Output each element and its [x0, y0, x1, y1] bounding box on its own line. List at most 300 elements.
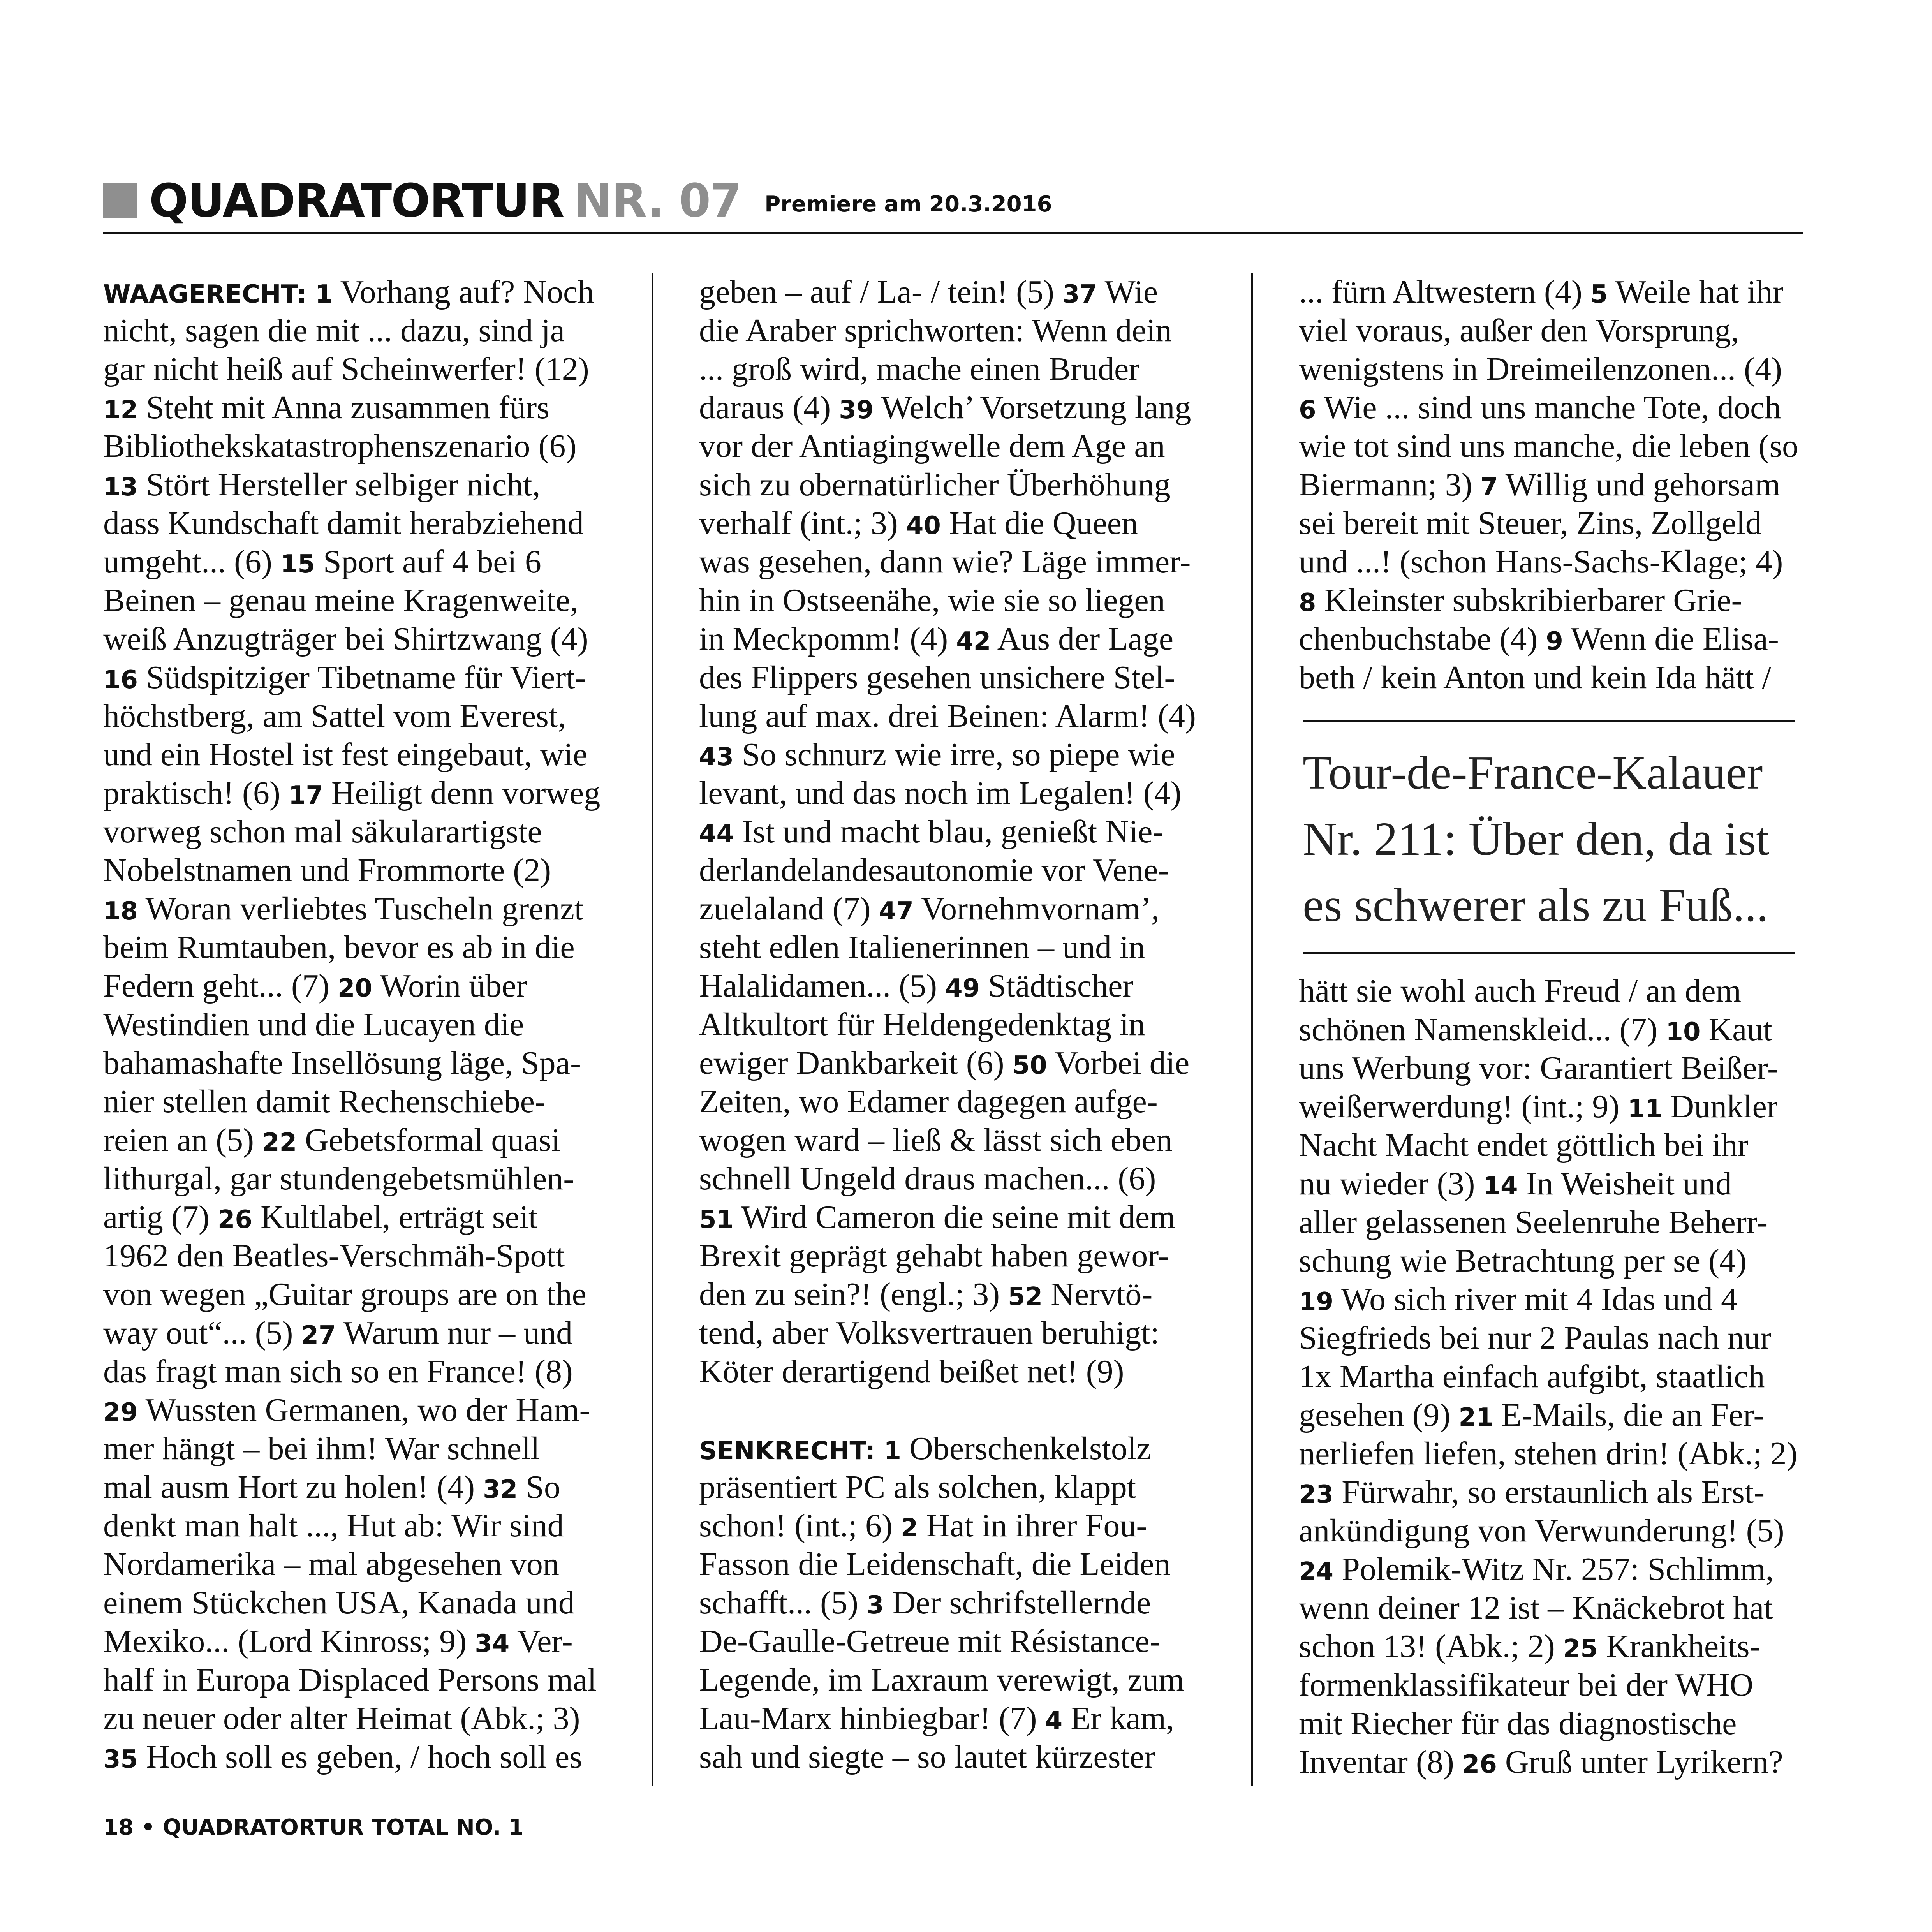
text-line [103, 1198, 606, 1236]
text-line [103, 1699, 606, 1738]
clue-number: 8 [1299, 588, 1316, 617]
clue-text: Gebetsformal quasi [297, 1122, 560, 1158]
clue-text: Nacht Macht endet göttlich bei ihr [1299, 1127, 1749, 1163]
text-line [1299, 1087, 1803, 1126]
text-line [699, 889, 1205, 928]
clue-number: 16 [103, 666, 138, 694]
clue-text: schafft... (5) [699, 1585, 866, 1621]
clue-number: 29 [103, 1398, 138, 1427]
clue-text: Westindien und die Lucayen die [103, 1006, 524, 1043]
clue-text: Worin über [372, 968, 527, 1004]
clue-number: 17 [288, 781, 323, 810]
text-line [103, 620, 606, 658]
text-line [103, 1275, 606, 1314]
clue-text: Dunkler [1662, 1088, 1778, 1125]
clue-text: und ...! (schon Hans-Sachs-Klage; 4) [1299, 544, 1783, 580]
text-line [699, 967, 1205, 1005]
clue-text: Köter derartigend beißet net! (9) [699, 1353, 1124, 1390]
clue-number: 26 [217, 1205, 252, 1234]
pull-quote-line: Nr. 211: Über den, da ist [1303, 813, 1770, 865]
clue-text: umgeht... (6) [103, 544, 280, 580]
text-line [103, 1468, 606, 1506]
clue-text: Nervtö- [1043, 1276, 1153, 1312]
clue-text: Biermann; 3) [1299, 467, 1481, 503]
text-line [103, 1044, 606, 1082]
clue-text: was gesehen, dann wie? Läge immer- [699, 544, 1191, 580]
clue-text: Hoch soll es geben, / hoch soll es [138, 1739, 582, 1775]
clue-text: Inventar (8) [1299, 1744, 1462, 1780]
clue-text: Legende, im Laxraum verewigt, zum [699, 1662, 1184, 1698]
clue-text: Wie [1097, 274, 1158, 310]
clue-text: lithurgal, gar stundengebetsmühlen- [103, 1161, 574, 1197]
text-line [699, 1622, 1205, 1661]
clue-text: sei bereit mit Steuer, Zins, Zollgeld [1299, 505, 1762, 541]
clue-number: 22 [262, 1128, 297, 1157]
clue-text: Ver- [509, 1623, 573, 1659]
clue-text: De-Gaulle-Getreue mit Résistance- [699, 1623, 1161, 1659]
clue-text: Gruß unter Lyrikern? [1497, 1744, 1783, 1780]
clue-text: zuelaland (7) [699, 891, 879, 927]
clue-text: Warum nur – und [336, 1315, 573, 1351]
text-line [1299, 350, 1803, 388]
clue-number: 21 [1458, 1403, 1493, 1432]
clue-number: 6 [1299, 396, 1316, 424]
clue-number: 39 [839, 396, 874, 424]
clue-text: Nordamerika – mal abgesehen von [103, 1546, 559, 1582]
text-line [1299, 1434, 1803, 1473]
text-line [699, 1275, 1205, 1314]
clue-text: Willig und gehorsam [1498, 467, 1781, 503]
clue-text: sich zu obernatürlicher Überhöhung [699, 467, 1171, 503]
text-line [699, 1661, 1205, 1699]
clue-number: 19 [1299, 1287, 1334, 1316]
clue-text: denkt man halt ..., Hut ab: Wir sind [103, 1508, 564, 1544]
text-line [103, 1738, 606, 1776]
clue-number: 43 [699, 743, 734, 771]
text-line [699, 350, 1205, 388]
text-line [699, 427, 1205, 465]
clue-text: Brexit geprägt gehabt haben gewor- [699, 1238, 1169, 1274]
clue-text: derlandelandesautonomie vor Vene- [699, 852, 1169, 888]
clue-text: Stört Hersteller selbiger nicht, [138, 467, 541, 503]
clue-text: Kultlabel, erträgt seit [252, 1199, 538, 1235]
text-line [699, 1738, 1205, 1776]
text-line [1299, 273, 1803, 311]
issue-number: NR. 07 [574, 174, 741, 227]
text-line [699, 465, 1205, 504]
clue-text: steht edlen Italienerinnen – und in [699, 929, 1145, 965]
clue-text: ... fürn Altwestern (4) [1299, 274, 1590, 310]
text-line [103, 967, 606, 1005]
clue-number: 52 [1008, 1282, 1043, 1311]
clue-text: ewiger Dankbarkeit (6) [699, 1045, 1013, 1081]
clue-text: Oberschenkelstolz [901, 1430, 1151, 1467]
pull-quote-line: Tour-de-France-Kalauer [1303, 747, 1763, 799]
clue-number: 10 [1666, 1018, 1701, 1046]
clue-number: 13 [103, 473, 138, 502]
text-line [1299, 620, 1803, 658]
clue-text: Lau-Marx hinbiegbar! (7) [699, 1700, 1045, 1737]
clue-text: wenn deiner 12 ist – Knäckebrot hat [1299, 1590, 1773, 1626]
text-line [103, 1236, 606, 1275]
text-line [103, 465, 606, 504]
text-line [103, 1159, 606, 1198]
clue-text: Hat in ihrer Fou- [918, 1508, 1147, 1544]
text-line [699, 1699, 1205, 1738]
pull-quote [1303, 740, 1809, 939]
clue-number: 51 [699, 1205, 734, 1234]
text-line [103, 774, 606, 812]
clue-text: Polemik-Witz Nr. 257: Schlimm, [1333, 1551, 1774, 1587]
text-line [103, 1506, 606, 1545]
clue-text: die Araber sprichworten: Wenn dein [699, 312, 1172, 349]
text-line [103, 388, 606, 427]
clue-text: Wussten Germanen, wo der Ham- [138, 1392, 590, 1428]
text-line [699, 658, 1205, 697]
clue-text: Altkultort für Heldengedenktag in [699, 1006, 1145, 1043]
text-line [103, 542, 606, 581]
text-line [699, 1506, 1205, 1545]
clue-text: Mexiko... (Lord Kinross; 9) [103, 1623, 475, 1659]
text-line [103, 1583, 606, 1622]
clue-number: 49 [945, 974, 980, 1003]
text-line [699, 735, 1205, 774]
clue-text: Steht mit Anna zusammen fürs [138, 389, 549, 426]
clue-text: Kleinster subskribierbarer Grie- [1316, 582, 1742, 618]
text-line [1299, 504, 1803, 542]
text-line [1299, 1357, 1803, 1396]
clue-text: Krankheits- [1597, 1628, 1761, 1664]
text-line [103, 697, 606, 735]
text-line [699, 388, 1205, 427]
text-line [1299, 1126, 1803, 1164]
clue-number: 47 [879, 897, 914, 926]
clue-number: 12 [103, 396, 138, 424]
clue-text: Bibliothekskatastrophenszenario (6) [103, 428, 577, 464]
clue-text: Südspitziger Tibetname für Viert- [138, 659, 586, 696]
clue-text: E-Mails, die an Fer- [1493, 1397, 1765, 1433]
clue-number: SENKRECHT: 1 [699, 1437, 902, 1465]
clue-text: schung wie Betrachtung per se (4) [1299, 1243, 1747, 1279]
text-line [1299, 1280, 1803, 1319]
paragraph-gap [699, 1391, 1205, 1429]
clue-text: Fürwahr, so erstaunlich als Erst- [1333, 1474, 1765, 1510]
clue-text: mer hängt – bei ihm! War schnell [103, 1430, 540, 1467]
text-line [103, 851, 606, 889]
text-line [699, 1082, 1205, 1121]
clue-text: Halalidamen... (5) [699, 968, 946, 1004]
clue-text: des Flippers gesehen unsichere Stel- [699, 659, 1175, 696]
clue-text: Weile hat ihr [1608, 274, 1784, 310]
clue-text: nu wieder (3) [1299, 1166, 1483, 1202]
text-line [1299, 1049, 1803, 1087]
text-line [1299, 581, 1803, 620]
text-line [1299, 542, 1803, 581]
text-line [1299, 972, 1803, 1010]
clue-text: Woran verliebtes Tuscheln grenzt [138, 891, 584, 927]
clue-text: Fasson die Leidenschaft, die Leiden [699, 1546, 1171, 1582]
text-line [1299, 1666, 1803, 1704]
text-line [103, 1352, 606, 1391]
clue-text: Er kam, [1062, 1700, 1175, 1737]
text-line [103, 350, 606, 388]
text-line [103, 1121, 606, 1159]
text-line [699, 1159, 1205, 1198]
column-divider-2 [1251, 273, 1253, 1786]
text-line [1299, 658, 1803, 697]
text-line [103, 658, 606, 697]
clue-text: präsentiert PC als solchen, klappt [699, 1469, 1136, 1505]
clue-text: 1x Martha einfach aufgibt, staatlich [1299, 1358, 1765, 1395]
premiere-date: Premiere am 20.3.2016 [764, 191, 1052, 217]
clue-text: ankündigung von Verwunderung! (5) [1299, 1513, 1784, 1549]
text-line [699, 851, 1205, 889]
text-column-3-top [1299, 273, 1803, 697]
text-line [1299, 427, 1803, 465]
clue-text: vor der Antiagingwelle dem Age an [699, 428, 1165, 464]
text-line [103, 1429, 606, 1468]
clue-text: wogen ward – ließ & lässt sich eben [699, 1122, 1173, 1158]
clue-text: nicht, sagen die mit ... dazu, sind ja [103, 312, 565, 349]
text-line [1299, 1743, 1803, 1781]
clue-text: gesehen (9) [1299, 1397, 1459, 1433]
clue-text: Beinen – genau meine Kragenweite, [103, 582, 578, 618]
text-line [1299, 1704, 1803, 1743]
text-column-3-bottom [1299, 972, 1803, 1781]
text-line [103, 1082, 606, 1121]
text-line [1299, 1511, 1803, 1550]
text-line [699, 1583, 1205, 1622]
text-line [1299, 1396, 1803, 1434]
text-line [1299, 311, 1803, 350]
text-line [103, 1622, 606, 1661]
clue-number: 50 [1012, 1051, 1047, 1080]
text-line [699, 812, 1205, 851]
clue-text: verhalf (int.; 3) [699, 505, 906, 541]
text-line [699, 1468, 1205, 1506]
clue-text: way out“... (5) [103, 1315, 301, 1351]
text-line [103, 928, 606, 967]
text-line [1299, 1203, 1803, 1242]
text-line [699, 697, 1205, 735]
text-line [103, 273, 606, 311]
clue-number: 26 [1462, 1750, 1497, 1779]
text-line [699, 1545, 1205, 1583]
clue-number: 37 [1062, 280, 1097, 309]
clue-text: schon 13! (Abk.; 2) [1299, 1628, 1563, 1664]
clue-number: 4 [1045, 1707, 1063, 1735]
text-line [103, 504, 606, 542]
text-line [1299, 465, 1803, 504]
clue-number: 14 [1483, 1172, 1518, 1201]
callout-rule-top [1303, 720, 1795, 722]
clue-number: 5 [1590, 280, 1608, 309]
text-line [1299, 1010, 1803, 1049]
clue-text: weiß Anzugträger bei Shirtzwang (4) [103, 621, 588, 657]
text-line [699, 1314, 1205, 1352]
clue-number: 11 [1627, 1095, 1663, 1124]
clue-text: Vornehmvornam’, [913, 891, 1160, 927]
text-line [103, 311, 606, 350]
clue-text: Zeiten, wo Edamer dagegen aufge- [699, 1083, 1158, 1120]
clue-text: levant, und das noch im Legalen! (4) [699, 775, 1182, 811]
text-line [699, 311, 1205, 350]
column-divider-1 [652, 273, 653, 1786]
clue-text: formenklassifikateur bei der WHO [1299, 1667, 1754, 1703]
clue-text: Vorhang auf? Noch [333, 274, 594, 310]
clue-text: tend, aber Volksvertrauen beruhigt: [699, 1315, 1159, 1351]
clue-text: höchstberg, am Sattel vom Everest, [103, 698, 566, 734]
clue-number: 3 [866, 1591, 884, 1620]
clue-text: uns Werbung vor: Garantiert Beißer- [1299, 1050, 1778, 1086]
clue-number: 35 [103, 1745, 138, 1774]
text-line [699, 1044, 1205, 1082]
text-line [103, 1391, 606, 1429]
clue-text: einem Stückchen USA, Kanada und [103, 1585, 575, 1621]
clue-text: gar nicht heiß auf Scheinwerfer! (12) [103, 351, 589, 387]
text-line [699, 774, 1205, 812]
text-line [1299, 388, 1803, 427]
text-line [699, 581, 1205, 620]
clue-text: So schnurz wie irre, so piepe wie [734, 736, 1175, 773]
clue-number: 32 [483, 1475, 518, 1504]
clue-text: von wegen „Guitar groups are on the [103, 1276, 586, 1312]
text-line [103, 581, 606, 620]
title-text: QUADRATORTUR [149, 174, 564, 227]
clue-text: Siegfrieds bei nur 2 Paulas nach nur [1299, 1320, 1772, 1356]
clue-text: wenigstens in Dreimeilenzonen... (4) [1299, 351, 1782, 387]
clue-text: wie tot sind uns manche, die leben (so [1299, 428, 1799, 464]
text-line [103, 1005, 606, 1044]
text-line [699, 1236, 1205, 1275]
text-line [699, 1121, 1205, 1159]
clue-text: Nobelstnamen und Frommorte (2) [103, 852, 551, 888]
clue-text: Wie ... sind uns manche Tote, doch [1316, 389, 1781, 426]
text-line [103, 735, 606, 774]
clue-number: 42 [956, 627, 991, 656]
clue-number: 9 [1546, 627, 1563, 656]
clue-text: Hat die Queen [940, 505, 1138, 541]
clue-number: 24 [1299, 1557, 1334, 1586]
clue-number: 20 [337, 974, 372, 1003]
clue-text: ... groß wird, mache einen Bruder [699, 351, 1140, 387]
clue-number: WAAGERECHT: 1 [103, 280, 333, 309]
clue-text: Wo sich river mit 4 Idas und 4 [1333, 1281, 1737, 1317]
text-line [1299, 1473, 1803, 1511]
clue-text: Aus der Lage [991, 621, 1174, 657]
clue-number: 7 [1480, 473, 1498, 502]
clue-text: den zu sein?! (engl.; 3) [699, 1276, 1008, 1312]
text-line [103, 427, 606, 465]
clue-text: reien an (5) [103, 1122, 262, 1158]
page-header [103, 175, 1052, 226]
text-line [699, 620, 1205, 658]
clue-text: Vorbei die [1047, 1045, 1190, 1081]
clue-number: 23 [1299, 1480, 1334, 1509]
text-line [103, 1545, 606, 1583]
clue-number: 2 [900, 1514, 918, 1543]
text-line [699, 504, 1205, 542]
text-line [699, 1005, 1205, 1044]
clue-text: artig (7) [103, 1199, 218, 1235]
gray-square-marker [103, 183, 137, 218]
text-line [1299, 1164, 1803, 1203]
clue-text: Federn geht... (7) [103, 968, 338, 1004]
clue-text: sah und siegte – so lautet kürzester [699, 1739, 1155, 1775]
pull-quote-line: es schwerer als zu Fuß... [1303, 879, 1768, 932]
clue-text: lung auf max. drei Beinen: Alarm! (4) [699, 698, 1196, 734]
clue-number: 18 [103, 897, 138, 926]
page-footer: 18 • QUADRATORTUR TOTAL NO. 1 [103, 1815, 524, 1840]
clue-text: Sport auf 4 bei 6 [315, 544, 541, 580]
clue-text: Welch’ Vorsetzung lang [874, 389, 1191, 426]
header-divider [103, 232, 1803, 234]
clue-text: beth / kein Anton und kein Ida hätt / [1299, 659, 1772, 696]
text-line [1299, 1550, 1803, 1589]
clue-text: 1962 den Beatles-Verschmäh-Spott [103, 1238, 565, 1274]
clue-text: beim Rumtauben, bevor es ab in die [103, 929, 575, 965]
clue-text: In Weisheit und [1518, 1166, 1732, 1202]
text-line [103, 1661, 606, 1699]
clue-text: bahamashafte Insellösung läge, Spa- [103, 1045, 581, 1081]
text-line [699, 1429, 1205, 1468]
clue-text: daraus (4) [699, 389, 839, 426]
clue-text: nier stellen damit Rechenschiebe- [103, 1083, 546, 1120]
clue-text: schon! (int.; 6) [699, 1508, 901, 1544]
clue-text: das fragt man sich so en France! (8) [103, 1353, 573, 1390]
text-line [103, 889, 606, 928]
text-line [1299, 1242, 1803, 1280]
text-line [699, 542, 1205, 581]
clue-text: Wenn die Elisa- [1563, 621, 1779, 657]
clue-text: schnell Ungeld draus machen... (6) [699, 1161, 1156, 1197]
text-column-1 [103, 273, 606, 1776]
clue-text: geben – auf / La- / tein! (5) [699, 274, 1062, 310]
clue-text: Ist und macht blau, genießt Nie- [734, 814, 1164, 850]
clue-number: 40 [906, 511, 941, 540]
clue-text: hin in Ostseenähe, wie sie so liegen [699, 582, 1165, 618]
clue-text: und ein Hostel ist fest eingebaut, wie [103, 736, 588, 773]
clue-number: 25 [1563, 1634, 1598, 1663]
clue-number: 34 [475, 1629, 510, 1658]
clue-text: mal ausm Hort zu holen! (4) [103, 1469, 483, 1505]
clue-text: praktisch! (6) [103, 775, 289, 811]
clue-text: So [518, 1469, 560, 1505]
text-column-2 [699, 273, 1205, 1776]
clue-text: Wird Cameron die seine mit dem [734, 1199, 1175, 1235]
text-line [699, 928, 1205, 967]
clue-text: viel voraus, außer den Vorsprung, [1299, 312, 1739, 349]
text-line [1299, 1627, 1803, 1666]
clue-text: zu neuer oder alter Heimat (Abk.; 3) [103, 1700, 580, 1737]
clue-number: 15 [280, 550, 315, 579]
text-line [1299, 1319, 1803, 1357]
clue-text: schönen Namenskleid... (7) [1299, 1011, 1666, 1048]
clue-text: half in Europa Displaced Persons mal [103, 1662, 597, 1698]
clue-text: vorweg schon mal säkularartigste [103, 814, 542, 850]
clue-text: Der schrifstellernde [884, 1585, 1151, 1621]
page-title [149, 174, 741, 227]
text-line [699, 273, 1205, 311]
callout-rule-bottom [1303, 952, 1795, 954]
text-line [1299, 1589, 1803, 1627]
clue-text: weißerwerdung! (int.; 9) [1299, 1088, 1628, 1125]
clue-text: chenbuchstabe (4) [1299, 621, 1546, 657]
clue-text: mit Riecher für das diagnostische [1299, 1705, 1737, 1742]
clue-text: aller gelassenen Seelenruhe Beherr- [1299, 1204, 1768, 1240]
text-line [103, 812, 606, 851]
clue-text: dass Kundschaft damit herabziehend [103, 505, 584, 541]
